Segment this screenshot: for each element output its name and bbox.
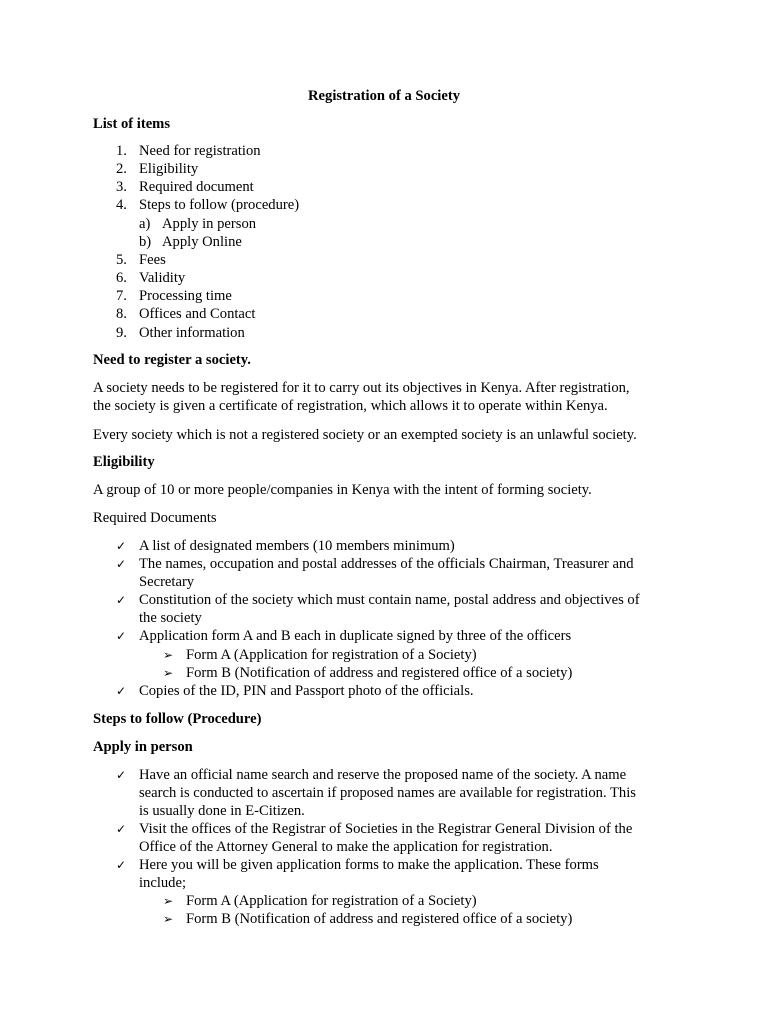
list-item: Offices and Contact [139,306,256,322]
list-item-number: 6. [116,270,127,286]
list-item-number: 3. [116,179,127,195]
bullet-text: is usually done in E-Citizen. [139,803,305,819]
list-subitem: Apply in person [162,216,257,232]
subsection-heading-apply-in-person: Apply in person [93,739,193,755]
check-icon: ✓ [116,557,127,571]
list-item-number: 1. [116,143,127,159]
check-icon: ✓ [116,593,127,607]
list-item: Required document [139,179,254,195]
arrow-icon: ➢ [163,894,174,908]
sub-bullet-text: Form B (Notification of address and registered office of a society) [186,911,573,927]
list-item: Processing time [139,288,232,304]
sub-bullet-text: Form A (Application for registration of a Society) [186,647,477,663]
check-icon: ✓ [116,822,127,836]
sub-bullet-text: Form B (Notification of address and registered office of a society) [186,665,573,681]
bullet-text: A list of designated members (10 members minimum) [139,538,455,554]
bullet-text: include; [139,875,187,891]
paragraph-line: Every society which is not a registered society or an exempted society is an unlawful society. [93,427,637,443]
bullet-text: Office of the Attorney General to make the application for registration. [139,839,553,855]
list-item: Eligibility [139,161,199,177]
paragraph-line: A group of 10 or more people/companies in Kenya with the intent of forming society. [93,482,592,498]
list-item: Other information [139,325,245,341]
paragraph-line: A society needs to be registered for it to carry out its objectives in Kenya. After registration, [93,380,630,396]
check-icon: ✓ [116,768,127,782]
check-icon: ✓ [116,858,127,872]
list-heading: List of items [93,116,171,132]
list-item: Need for registration [139,143,261,159]
bullet-text: The names, occupation and postal addresses of the officials Chairman, Treasurer and [139,556,634,572]
list-subitem: Apply Online [162,234,242,250]
list-item-number: 2. [116,161,127,177]
list-item-number: 7. [116,288,127,304]
list-subitem-letter: a) [139,216,151,232]
section-heading-eligibility: Eligibility [93,454,155,470]
bullet-text: Application form A and B each in duplicate signed by three of the officers [139,628,572,644]
list-subitem-letter: b) [139,234,152,250]
section-heading-required-documents: Required Documents [93,510,217,526]
bullet-text: Have an official name search and reserve the proposed name of the society. A name [139,767,627,783]
list-item: Steps to follow (procedure) [139,197,300,213]
bullet-text: Here you will be given application forms to make the application. These forms [139,857,599,873]
list-item: Fees [139,252,166,268]
bullet-text: search is conducted to ascertain if proposed names are available for registration. This [139,785,636,801]
list-item: Validity [139,270,186,286]
check-icon: ✓ [116,684,127,698]
arrow-icon: ➢ [163,666,174,680]
sub-bullet-text: Form A (Application for registration of a Society) [186,893,477,909]
bullet-text: Secretary [139,574,195,590]
check-icon: ✓ [116,539,127,553]
paragraph-line: the society is given a certificate of registration, which allows it to operate within Kenya. [93,398,608,414]
section-heading-steps: Steps to follow (Procedure) [93,711,262,727]
section-heading-need: Need to register a society. [93,352,251,368]
list-item-number: 5. [116,252,127,268]
list-item-number: 9. [116,325,127,341]
check-icon: ✓ [116,629,127,643]
page-title: Registration of a Society [308,88,460,104]
bullet-text: Copies of the ID, PIN and Passport photo of the officials. [139,683,474,699]
bullet-text: Visit the offices of the Registrar of Societies in the Registrar General Division of the [139,821,633,837]
list-item-number: 8. [116,306,127,322]
arrow-icon: ➢ [163,912,174,926]
arrow-icon: ➢ [163,648,174,662]
bullet-text: the society [139,610,202,626]
bullet-text: Constitution of the society which must contain name, postal address and objectives of [139,592,640,608]
list-item-number: 4. [116,197,127,213]
